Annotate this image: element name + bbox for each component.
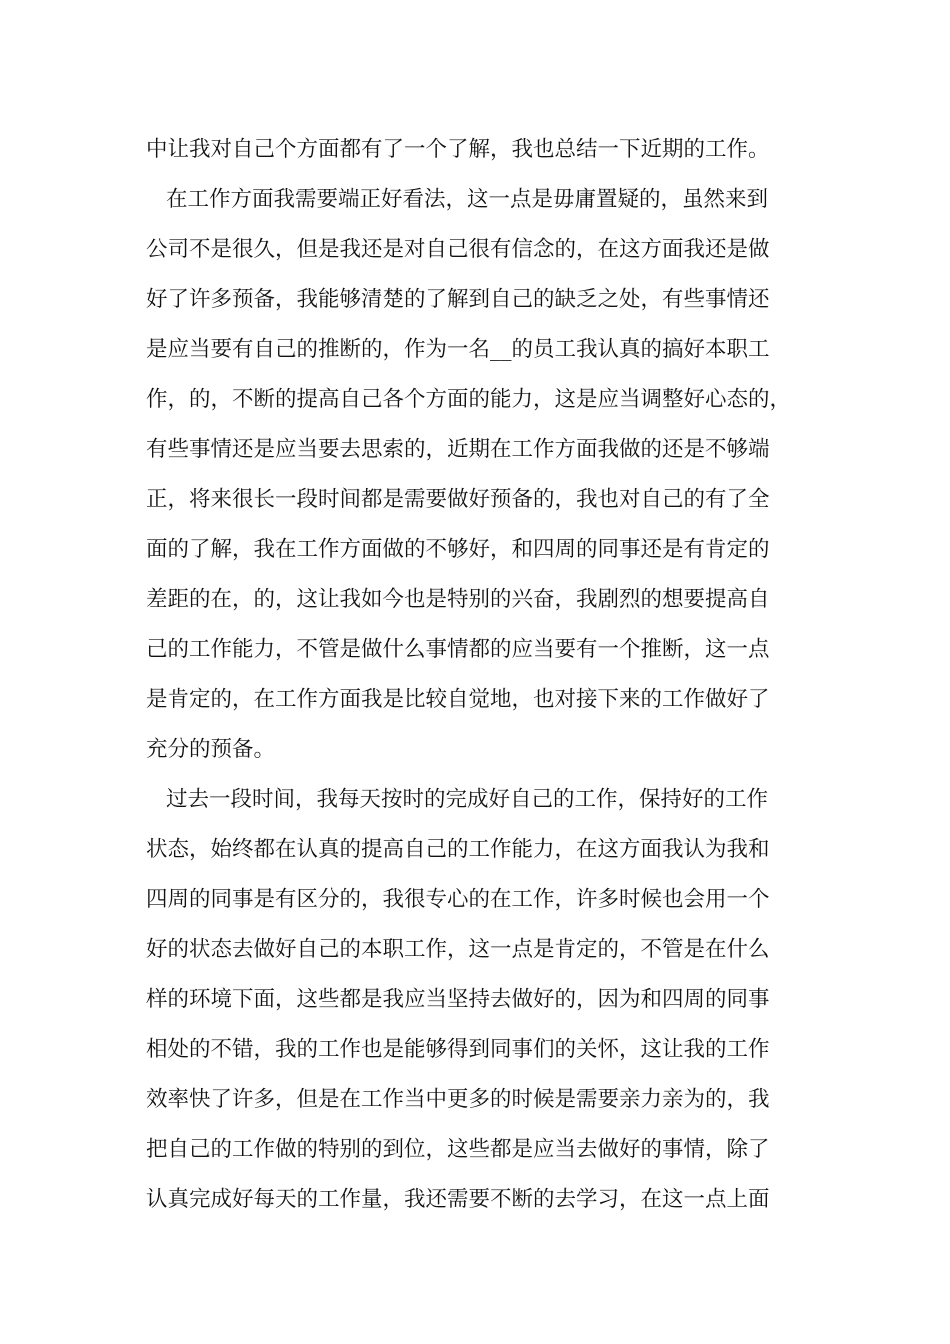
text-line: 相处的不错，我的工作也是能够得到同事们的关怀，这让我的工作	[146, 1037, 770, 1062]
text-line: 好了许多预备，我能够清楚的了解到自己的缺乏之处，有些事情还	[146, 287, 770, 312]
text-line: 面的了解，我在工作方面做的不够好，和四周的同事还是有肯定的	[146, 537, 770, 562]
text-line: 作，的，不断的提高自己各个方面的能力，这是应当调整好心态的，	[146, 387, 792, 412]
paragraph-start-line: 过去一段时间，我每天按时的完成好自己的工作，保持好的工作	[166, 787, 769, 812]
text-line: 好的状态去做好自己的本职工作，这一点是肯定的，不管是在什么	[146, 937, 770, 962]
text-line: 是肯定的，在工作方面我是比较自觉地，也对接下来的工作做好了	[146, 687, 770, 712]
text-line: 样的环境下面，这些都是我应当坚持去做好的，因为和四周的同事	[146, 987, 770, 1012]
text-line: 己的工作能力，不管是做什么事情都的应当要有一个推断，这一点	[146, 637, 770, 662]
text-line: 充分的预备。	[146, 737, 276, 762]
text-line: 是应当要有自己的推断的，作为一名__的员工我认真的搞好本职工	[146, 337, 770, 362]
text-line: 认真完成好每天的工作量，我还需要不断的去学习，在这一点上面	[146, 1187, 770, 1212]
text-line: 效率快了许多，但是在工作当中更多的时候是需要亲力亲为的，我	[146, 1087, 770, 1112]
text-line: 四周的同事是有区分的，我很专心的在工作，许多时候也会用一个	[146, 887, 770, 912]
text-line: 把自己的工作做的特别的到位，这些都是应当去做好的事情，除了	[146, 1137, 770, 1162]
text-line: 差距的在，的，这让我如今也是特别的兴奋，我剧烈的想要提高自	[146, 587, 770, 612]
text-line: 公司不是很久，但是我还是对自己很有信念的，在这方面我还是做	[146, 237, 770, 262]
paragraph-start-line: 在工作方面我需要端正好看法，这一点是毋庸置疑的，虽然来到	[166, 187, 769, 212]
text-line: 中让我对自己个方面都有了一个了解，我也总结一下近期的工作。	[146, 137, 770, 162]
text-line: 状态，始终都在认真的提高自己的工作能力，在这方面我认为我和	[146, 837, 770, 862]
text-line: 有些事情还是应当要去思索的，近期在工作方面我做的还是不够端	[146, 437, 770, 462]
text-line: 正，将来很长一段时间都是需要做好预备的，我也对自己的有了全	[146, 487, 770, 512]
